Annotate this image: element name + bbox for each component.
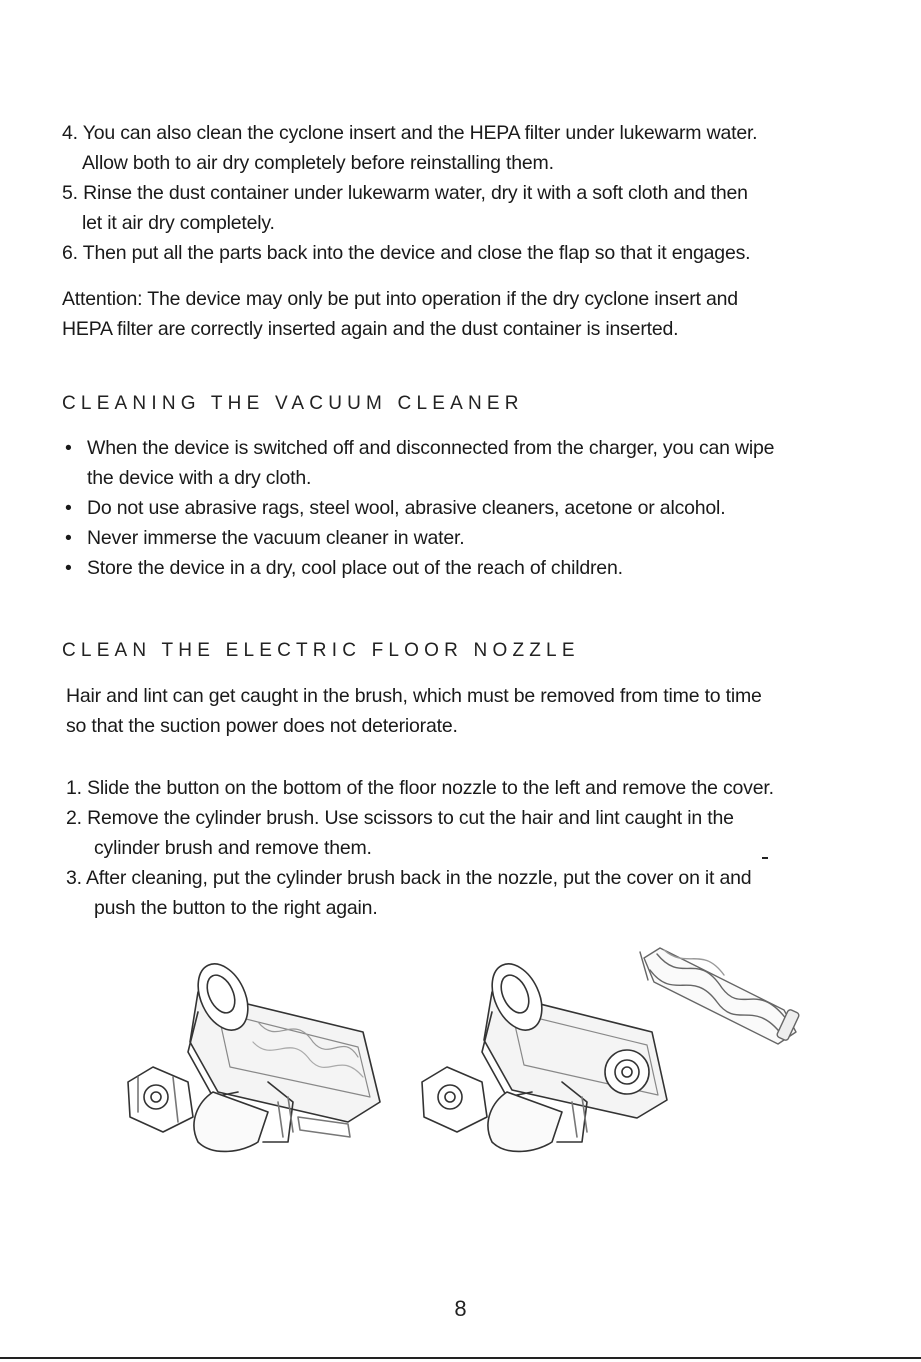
- nozzle-step-2-line-1: 2. Remove the cylinder brush. Use scissors to cut the hair and lint caught in the: [66, 807, 734, 829]
- nozzle-intro-line-1: Hair and lint can get caught in the brush, which must be removed from time to time: [66, 685, 762, 707]
- step-4-line-2: Allow both to air dry completely before reinstalling them.: [82, 152, 554, 174]
- nozzle-step-3-line-2: push the button to the right again.: [94, 897, 378, 919]
- bullet-item: [62, 433, 862, 463]
- bullet-dot: •: [65, 527, 72, 549]
- bullet-dot: •: [65, 437, 72, 459]
- bottom-rule: [0, 1357, 921, 1359]
- bullet-1-line-1: When the device is switched off and disconnected from the charger, you can wipe: [87, 437, 775, 459]
- nozzle-intro: [66, 681, 866, 741]
- floor-nozzle-brush-removed-illustration: [412, 940, 802, 1180]
- step-6-line-1: 6. Then put all the parts back into the device and close the flap so that it engages.: [62, 242, 751, 264]
- stray-mark: [762, 857, 768, 859]
- step-4-line-1: 4. You can also clean the cyclone insert and the HEPA filter under lukewarm water.: [62, 122, 758, 144]
- nozzle-step-2-line-2: cylinder brush and remove them.: [94, 837, 372, 859]
- bullet-4-line-1: Store the device in a dry, cool place out of the reach of children.: [87, 557, 623, 579]
- step-5-line-2: let it air dry completely.: [82, 212, 275, 234]
- bullet-item: [62, 523, 862, 553]
- nozzle-intro-line-2: so that the suction power does not deteriorate.: [66, 715, 458, 737]
- bullet-2-line-1: Do not use abrasive rags, steel wool, abrasive cleaners, acetone or alcohol.: [87, 497, 726, 519]
- steps-top: [62, 118, 862, 268]
- section-heading-floor-nozzle: CLEAN THE ELECTRIC FLOOR NOZZLE: [62, 640, 580, 661]
- bullet-item-continuation: [62, 463, 862, 493]
- attention-note: [62, 284, 862, 344]
- section-heading-cleaning-vacuum: CLEANING THE VACUUM CLEANER: [62, 393, 524, 414]
- cleaning-bullets: [62, 433, 862, 583]
- floor-nozzle-assembled-illustration: [118, 952, 388, 1182]
- bullet-dot: •: [65, 497, 72, 519]
- bullet-item: [62, 553, 862, 583]
- bullet-dot: •: [65, 557, 72, 579]
- nozzle-steps: [66, 773, 866, 923]
- nozzle-step-3-line-1: 3. After cleaning, put the cylinder brush back in the nozzle, put the cover on it and: [66, 867, 752, 889]
- step-5-line-1: 5. Rinse the dust container under lukewarm water, dry it with a soft cloth and then: [62, 182, 748, 204]
- attention-line-1: Attention: The device may only be put into operation if the dry cyclone insert and: [62, 288, 738, 310]
- bullet-3-line-1: Never immerse the vacuum cleaner in water.: [87, 527, 465, 549]
- bullet-1-line-2: the device with a dry cloth.: [87, 467, 312, 489]
- page-number: 8: [454, 1296, 467, 1321]
- bullet-item: [62, 493, 862, 523]
- nozzle-step-1-line-1: 1. Slide the button on the bottom of the floor nozzle to the left and remove the cover.: [66, 777, 774, 799]
- attention-line-2: HEPA filter are correctly inserted again and the dust container is inserted.: [62, 318, 679, 340]
